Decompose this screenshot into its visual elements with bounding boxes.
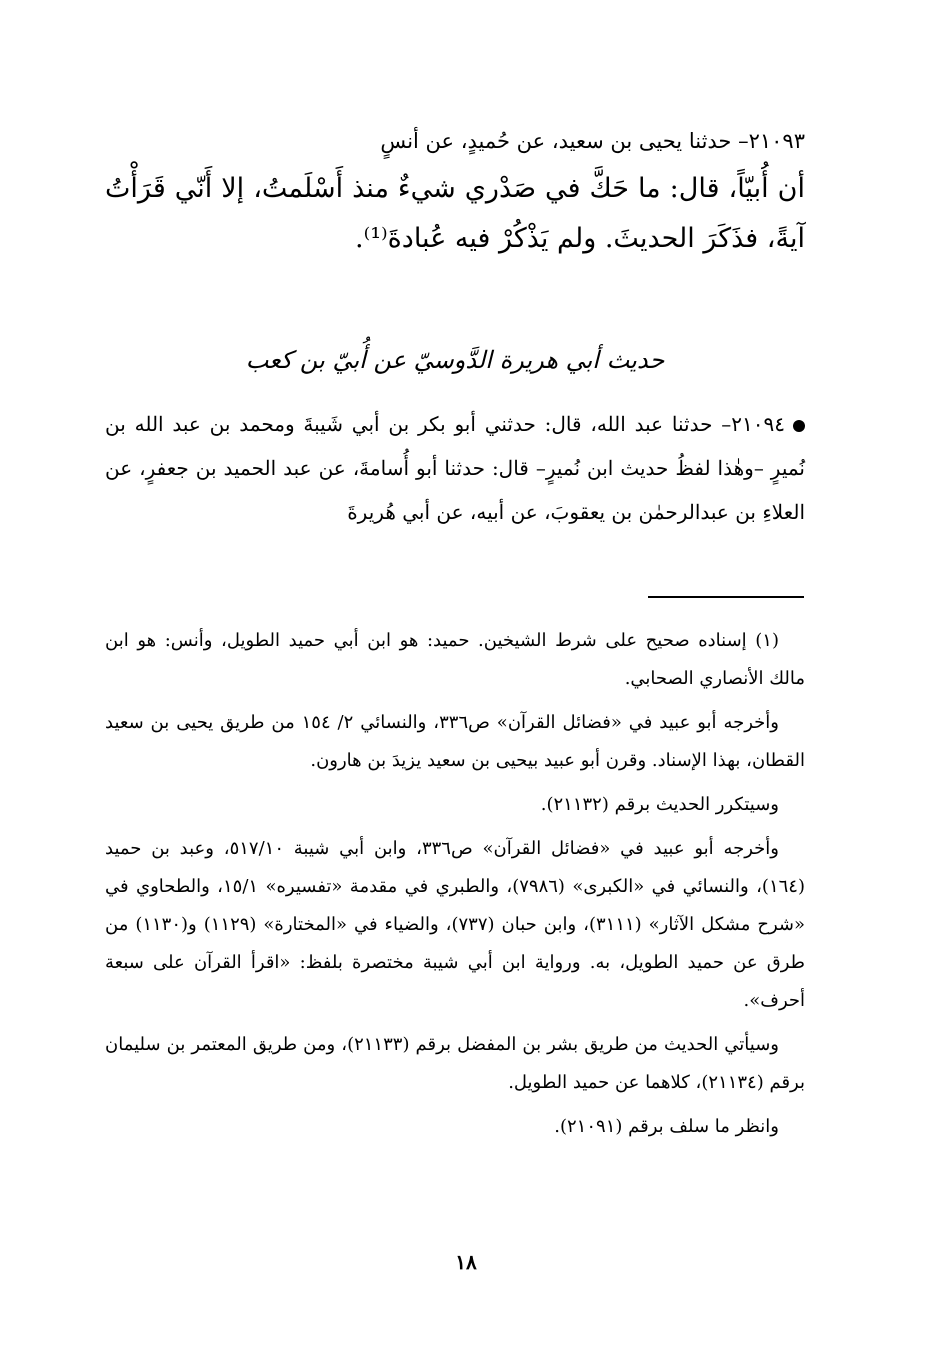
footnote-paragraph: وانظر ما سلف برقم (٢١٠٩١).	[554, 1116, 779, 1137]
footnote-paragraph: وأخرجه أبو عبيد في «فضائل القرآن» ص٣٣٦، وابن أبي شيبة ٥١٧/١٠، وعبد بن حميد (١٦٤)، والنسائي في «الكبرى» (٧٩٨٦)، والطبري في مقدمة «تفسيره» ١٥/١، والطحاوي في «شرح مشكل الآثار» (٣١١١)، وابن حبان (٧٣٧)، والضياء في «المختارة» (١١٢٩) و(١١٣٠) من طرق عن حميد الطويل، به. ورواية ابن أبي شيبة مختصرة بلفظ: «اقرأ القرآن على سبعة أحرف».	[105, 838, 805, 1011]
section-heading: حديث أبي هريرة الدَّوسيّ عن أُبيّ بن كعب	[245, 346, 665, 374]
hadith-21093-isnad: ٢١٠٩٣– حدثنا يحيى بن سعيد، عن حُميدٍ، عن أنسٍ	[380, 129, 805, 153]
footnote-paragraph: (١) إسناده صحيح على شرط الشيخين. حميد: هو ابن أبي حميد الطويل، وأنس: هو ابن مالك الأنصاري الصحابي.	[105, 630, 805, 689]
hadith-21093-matn: أن أُبيّاً، قال: ما حَكَّ في صَدْري شيءٌ منذ أَسْلَمتُ، إلا أَنّي قَرَأْتُ آيةً، فذَكَرَ الحديثَ. ولم يَذْكُرْ فيه عُبادةَ⁽¹⁾.	[105, 173, 805, 254]
footnote-paragraph: وسيأتي الحديث من طريق بشر بن المفضل برقم (٢١١٣٣)، ومن طريق المعتمر بن سليمان برقم (٢١١٣٤)، كلاهما عن حميد الطويل.	[105, 1034, 805, 1093]
footnote-paragraph: وأخرجه أبو عبيد في «فضائل القرآن» ص٣٣٦، والنسائي ٢/ ١٥٤ من طريق يحيى بن سعيد القطان، بهذا الإسناد. وقرن أبو عبيد بيحيى بن سعيد يزيدَ بن هارون.	[105, 712, 805, 771]
hadith-21094-text: ٢١٠٩٤– حدثنا عبد الله، قال: حدثني أبو بكر بن أبي شَيبةَ ومحمد بن عبد الله بن نُميرٍ –وهٰذا لفظُ حديث ابن نُميرٍ– قال: حدثنا أبو أُسامةَ، عن عبد الحميد بن جعفرٍ، عن العلاءِ بن عبدالرحمٰن بن يعقوبَ، عن أبيه، عن أبي هُريرةَ	[105, 412, 805, 524]
footnotes	[105, 622, 805, 1152]
footnote-paragraph: وسيتكرر الحديث برقم (٢١١٣٢).	[540, 794, 779, 815]
bullet-icon	[793, 420, 805, 432]
page-number: ١٨	[455, 1250, 477, 1274]
hadith-21093	[105, 118, 805, 264]
hadith-21094	[105, 402, 805, 534]
footnote-separator	[648, 596, 804, 598]
